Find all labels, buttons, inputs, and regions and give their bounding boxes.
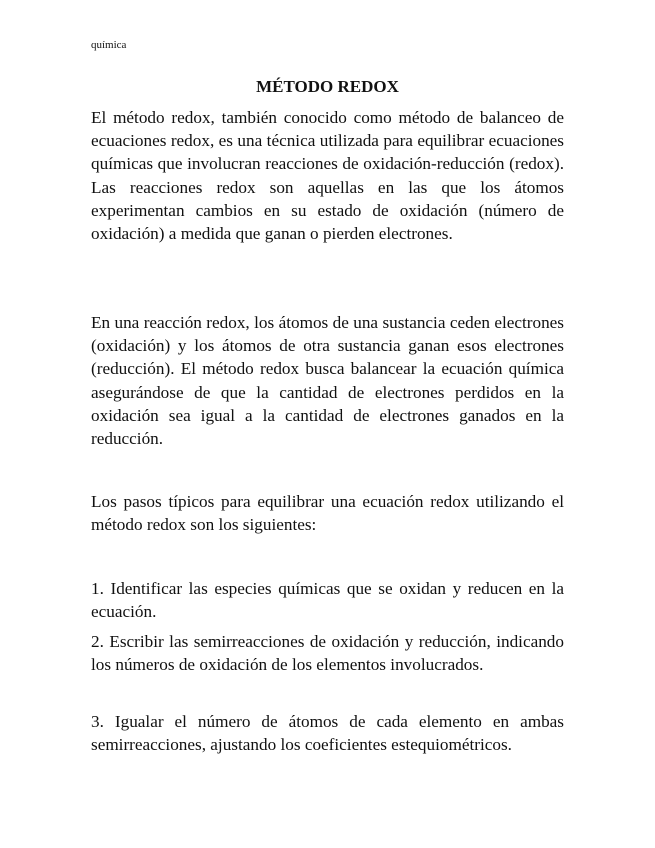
- step-item-1: 1. Identificar las especies químicas que se oxidan y reducen en la ecuación.: [91, 579, 564, 622]
- paragraph-steps-intro: Los pasos típicos para equilibrar una ecuación redox utilizando el método redox son los siguientes:: [91, 492, 564, 535]
- paragraph-redox-reaction: En una reacción redox, los átomos de una sustancia ceden electrones (oxidación) y los átomos de otra sustancia ganan esos electrones (reducción). El método redox busca balancear la ecuación química asegurándose de que la cantidad de electrones perdidos en la oxidación sea igual a la cantidad de electrones ganados en la reducción.: [91, 313, 564, 449]
- document-title: MÉTODO REDOX: [256, 77, 399, 96]
- paragraph-intro: El método redox, también conocido como método de balanceo de ecuaciones redox, es una técnica utilizada para equilibrar ecuaciones químicas que involucran reacciones de oxidación-reducción (redox). Las reacciones redox son aquellas en las que los átomos experimentan cambios en su estado de oxidación (número de oxidación) a medida que ganan o pierden electrones.: [91, 108, 564, 244]
- page-header-label: química: [91, 39, 127, 51]
- step-item-3: 3. Igualar el número de átomos de cada elemento en ambas semirreacciones, ajustando los coeficientes estequiométricos.: [91, 712, 564, 755]
- step-item-2: 2. Escribir las semirreacciones de oxidación y reducción, indicando los números de oxidación de los elementos involucrados.: [91, 632, 564, 675]
